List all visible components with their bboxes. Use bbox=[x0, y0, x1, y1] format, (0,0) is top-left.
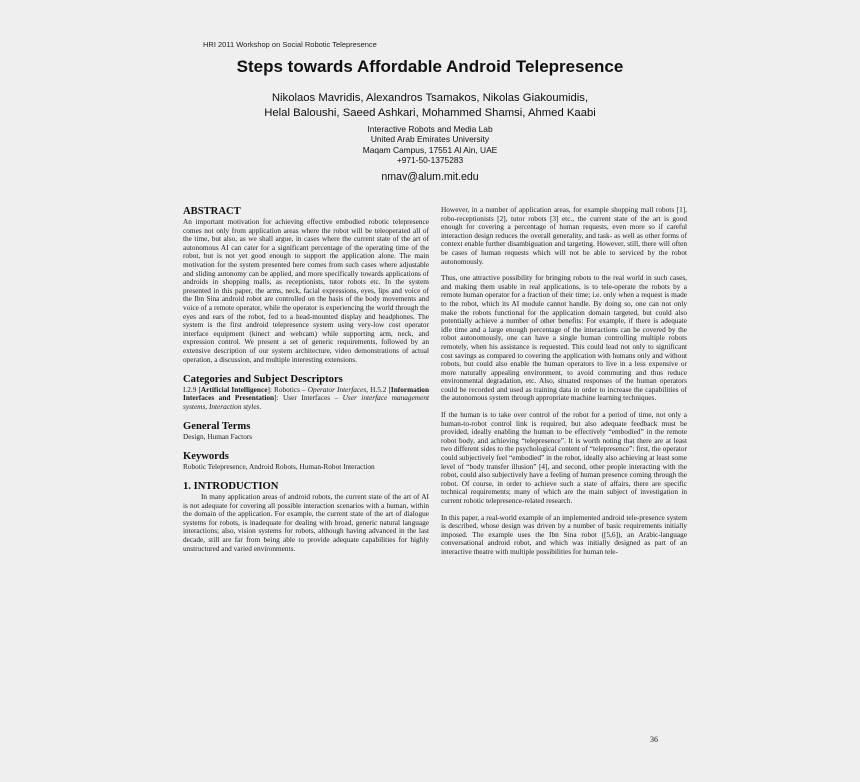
paragraph-4: In this paper, a real-world example of an implemented android tele-presence system is described, whose design was driven by a number of basic requirements initially imposed. The example uses the Ibn Sina robot ([5,6]), an Arabic-language conversational android robot, and which was initially designed as part of an interactive theatre with multiple possibilities for human tele- bbox=[441, 512, 687, 556]
right-column bbox=[441, 206, 687, 557]
abstract-heading: ABSTRACT bbox=[183, 206, 241, 217]
paragraph-3: If the human is to take over control of the robot for a period of time, not only a human-to-robot control link is required, but also adequate feedback must be provided, ideally enabling the human to be effectively “embodied” in the remote robot body, and achieving “telepresence”. It is worth noting that there are at least two different sides to the psychological content of “telepresence”: first, the operator could subjectively feel “embodied” in the robot, ideally also achieving at least some level of “body transfer illusion” [4], and second, other people interacting with the robot, could also subjectively have a feeling of human presence coming through the robot. Of course, in order to achieve such a state of affairs, there are specific technical requirements; many of which are the main subject of investigation in current robotic telepresence-related research. bbox=[441, 410, 687, 505]
general-terms-text: Design, Human Factors bbox=[183, 431, 253, 441]
author-email: nmav@alum.mit.edu bbox=[381, 171, 479, 183]
keywords-heading: Keywords bbox=[183, 450, 229, 462]
category-2-rest: ]: User Interfaces – bbox=[274, 393, 343, 403]
affiliation-university: United Arab Emirates University bbox=[370, 134, 490, 145]
author-line-1: Nikolaos Mavridis, Alexandros Tsamakos, Nikolas Giakoumidis, bbox=[271, 92, 589, 104]
category-1-rest: ]: Robotics – bbox=[267, 384, 308, 394]
page-number: 36 bbox=[650, 735, 658, 744]
introduction-heading: 1. INTRODUCTION bbox=[183, 481, 279, 493]
paragraph-2: Thus, one attractive possibility for bringing robots to the real world in such cases, and making them usable in real applications, is to tele-operate the robots by a remote human operator for a fraction of their time; i.e. only when a request is made to the robot, which its AI module cannot handle. By doing so, one can not only make the robots functional for the application domain targeted, but could also potentially achieve a number of other benefits: For example, if there is adequate idle time and a large enough percentage of the interactions can be covered by the robot autonomously, one can have a single human controlling multiple robots remotely, when his assistance is requested. This could lead not only to significant cost savings as compared to covering the application with humans only and without robots, but could also enable the human operators to live in a less expensive or more naturally appealing environment, to avoid commuting and thus reduce environmental degradation, etc. Also, situated responses of the human operators could be recorded and used as training data in order to increase the capabilities of the autonomous system through appropriate machine learning techniques. bbox=[441, 273, 687, 403]
category-1-name: Artificial Intelligence bbox=[200, 384, 268, 394]
categories-heading: Categories and Subject Descriptors bbox=[183, 373, 343, 385]
keywords-text: Robotic Telepresence, Android Robots, Human-Robot Interaction bbox=[183, 461, 375, 471]
affiliation-phone: +971-50-1375283 bbox=[396, 154, 464, 165]
author-list bbox=[0, 91, 860, 121]
left-column bbox=[183, 206, 429, 553]
introduction-text: In many application areas of android robots, the current state of the art of AI is not adequate for covering all possible interaction scenarios with a human, within the domain of the application. For example, the current state of the art of dialogue systems for robots, is inadequate for dealing with broad, generic natural language interactions; also, vision systems for robots, although having advanced in the last decade, still are far from being able to provide adequate capabilities for highly unstructured and varied environments. bbox=[183, 492, 429, 553]
categories-text bbox=[183, 386, 429, 412]
general-terms-heading: General Terms bbox=[183, 420, 251, 432]
category-2-end: . bbox=[259, 401, 262, 411]
category-2-code: , H.5.2 [ bbox=[366, 384, 391, 394]
abstract-text: An important motivation for achieving effective embodied robotic telepresence comes not only from application areas where the robot will be teleoperated all of the time, but also, as we shall argue, in cases where the current state of the art of autonomous AI can cater for a significant percentage of the operating time of the robot, but is not yet good enough to support the application alone. The main motivation for the system presented here comes from such cases where adjustable and sliding autonomy can be applied, and more specifically towards applications of androids in shopping malls, as receptionists, tutor robots etc. In the system presented in this paper, the arms, neck, facial expressions, eyes, lips and voice of the Ibn Sina android robot are controlled on the basis of the body movements and voice of a remote operator, while the operator is experiencing the world through the eyes and ears of the robot, fed to a head-mounted display and headphones. The system is the first android telepresence system using very-low cost operator interface equipment (kinect and webcam) while supporting arm, neck, and expression control. We present a set of generic requirements, followed by an extensive description of our system architecture, video demonstrations of actual operation, a discussion, and multiple interesting extensions. bbox=[183, 217, 429, 364]
paper-title: Steps towards Affordable Android Telepresence bbox=[236, 57, 624, 76]
paragraph-1: However, in a number of application areas, for example shopping mall robots [1], robo-receptionists [2], tutor robots [3] etc., the current state of the art is good enough for covering a percentage of human requests, even more so if careful interaction design reduces the overall generality, and task- as well as other forms of context enable further disambiguation and targeting. However, still, there will often be cases of human requests which will not be able to serviced by the robot autonomously. bbox=[441, 205, 687, 266]
category-1-code: I.2.9 [ bbox=[183, 384, 201, 394]
running-header: HRI 2011 Workshop on Social Robotic Telepresence bbox=[203, 40, 377, 49]
category-2-sub: User interface management systems, Interaction styles bbox=[183, 393, 429, 411]
affiliation-lab: Interactive Robots and Media Lab bbox=[367, 124, 493, 134]
category-1-sub: Operator Interfaces bbox=[307, 384, 367, 394]
affiliation-block bbox=[0, 124, 860, 165]
category-2-name: Information Interfaces and Presentation bbox=[183, 384, 429, 403]
author-line-2: Helal Baloushi, Saeed Ashkari, Mohammed Shamsi, Ahmed Kaabi bbox=[264, 107, 596, 119]
affiliation-address: Maqam Campus, 17551 Al Ain, UAE bbox=[362, 144, 498, 155]
